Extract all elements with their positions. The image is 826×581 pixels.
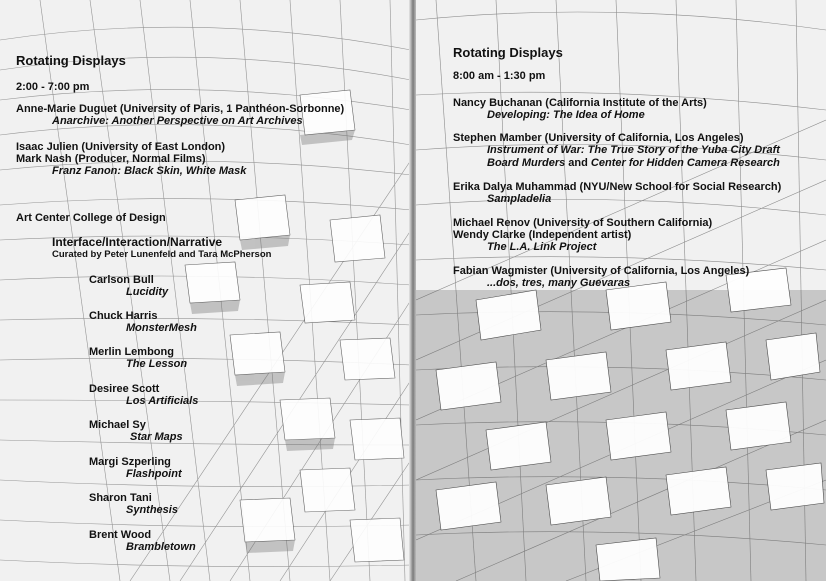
artist-entry [89,456,182,480]
right-heading: Rotating Displays [453,45,563,60]
left-entry-julien-nash [16,141,246,177]
architectural-background-right [416,0,826,581]
artist-work: Star Maps [130,431,183,443]
artist-name: Sharon Tani [89,492,152,504]
artist-work: Brambletown [126,541,196,553]
person-name: Michael Renov (University of Southern California) [453,217,713,229]
artist-work: MonsterMesh [126,322,197,334]
left-heading: Rotating Displays [16,53,126,68]
work-title: The L.A. Link Project [487,241,597,253]
person-name: Stephen Mamber (University of California, Los Angeles) [453,132,744,144]
left-page [0,0,411,581]
artist-entry [89,346,187,370]
artist-name: Michael Sy [89,419,146,431]
work-title: Center for Hidden Camera Research [590,157,780,169]
artist-work: Flashpoint [126,468,182,480]
artist-work: Los Artificials [126,395,199,407]
work-title: Anarchive: Another Perspective on Art Archives [52,115,303,127]
person-name: Fabian Wagmister (University of California, Los Angeles) [453,265,750,277]
work-title-line [453,156,780,169]
person-name: Mark Nash (Producer, Normal Films) [16,153,206,165]
artist-name: Margi Szperling [89,456,171,468]
right-entry-mamber [453,132,780,169]
artist-name: Merlin Lembong [89,346,174,358]
program-title: Interface/Interaction/Narrative [52,235,223,249]
right-entry-wagmister [453,265,749,289]
person-name: Nancy Buchanan (California Institute of the Arts) [453,97,707,109]
conjunction: and [565,157,591,169]
person-name: Anne-Marie Duguet (University of Paris, 1 Panthéon-Sorbonne) [16,103,345,115]
work-title: ...dos, tres, many Guevaras [487,277,631,289]
artist-work: Synthesis [126,504,178,516]
artist-entry [89,383,198,407]
artist-work: The Lesson [126,358,188,370]
left-time: 2:00 - 7:00 pm [16,81,90,93]
artist-name: Carlson Bull [89,274,154,286]
artist-entry [89,419,183,443]
artist-name: Brent Wood [89,529,152,541]
artist-entry [89,310,197,334]
artist-entry [89,274,168,298]
work-title: Franz Fanon: Black Skin, White Mask [52,165,247,177]
left-entry-duguet [16,103,344,127]
section-heading: Art Center College of Design [16,212,166,224]
right-time: 8:00 am - 1:30 pm [453,70,546,82]
right-page [416,0,826,581]
curator-credit: Curated by Peter Lunenfeld and Tara McPherson [52,249,272,260]
work-title: Instrument of War: The True Story of the Yuba City Draft [487,144,780,156]
right-entry-muhammad [453,181,781,205]
work-title: Sampladelia [487,193,552,205]
person-name: Wendy Clarke (Independent artist) [453,229,632,241]
person-name: Isaac Julien (University of East London) [16,141,226,153]
right-entry-buchanan [453,97,707,121]
right-entry-renov-clarke [453,217,712,253]
work-title: Board Murders [487,157,566,169]
artist-name: Desiree Scott [89,383,160,395]
artist-work: Lucidity [126,286,169,298]
artist-name: Chuck Harris [89,310,158,322]
artist-entry [89,529,196,553]
artist-entry [89,492,178,516]
person-name: Erika Dalya Muhammad (NYU/New School for Social Research) [453,181,782,193]
work-title: Developing: The Idea of Home [487,109,645,121]
